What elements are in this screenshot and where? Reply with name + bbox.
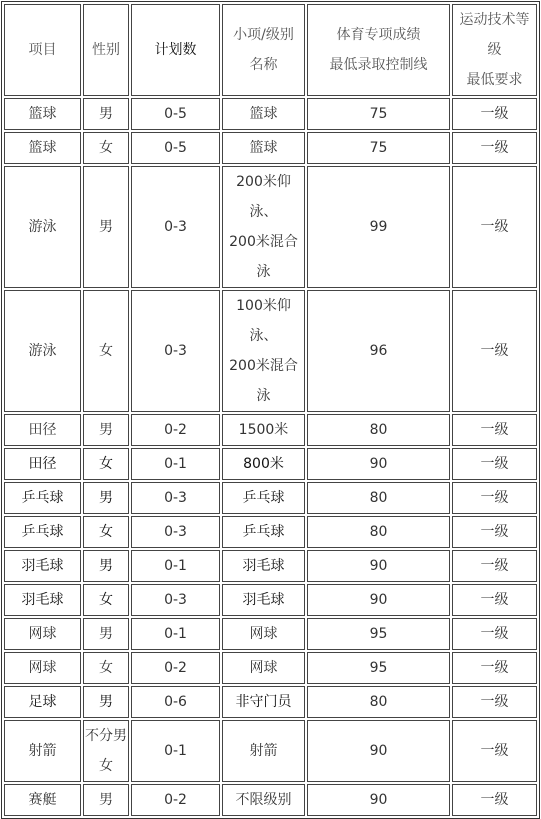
table-row (4, 720, 537, 782)
cell-score-value: 90 (369, 456, 388, 472)
cell-score-value: 99 (369, 219, 388, 235)
table-row (4, 482, 537, 514)
cell-score-value: 90 (369, 558, 388, 574)
cell-level (452, 652, 537, 684)
cell-plan-value: 0-1 (164, 626, 187, 642)
cell-sport-value: 游泳 (28, 219, 57, 235)
cell-sport (4, 448, 81, 480)
cell-level (452, 516, 537, 548)
cell-gender-value: 男 (99, 694, 113, 710)
cell-score (307, 414, 450, 446)
cell-event-line: 200米仰泳、 (236, 174, 291, 220)
cell-sport-value: 乒乓球 (21, 490, 64, 506)
cell-gender (83, 686, 129, 718)
cell-event-line: 羽毛球 (242, 592, 285, 608)
cell-score-value: 96 (369, 343, 388, 359)
table-row (4, 290, 537, 412)
table-row (4, 550, 537, 582)
cell-level-value: 一级 (480, 490, 509, 506)
cell-plan (131, 516, 220, 548)
cell-score (307, 550, 450, 582)
table-row (4, 414, 537, 446)
cell-plan-value: 0-3 (164, 524, 187, 540)
cell-sport (4, 166, 81, 288)
cell-gender-value: 男 (99, 422, 113, 438)
cell-gender-value: 男 (99, 219, 113, 235)
cell-gender (83, 166, 129, 288)
cell-sport (4, 516, 81, 548)
cell-score (307, 618, 450, 650)
cell-level (452, 166, 537, 288)
cell-sport (4, 290, 81, 412)
cell-level (452, 550, 537, 582)
header-gender-label: 性别 (92, 42, 120, 58)
cell-event (222, 132, 305, 164)
cell-score-value: 95 (369, 660, 388, 676)
cell-plan (131, 414, 220, 446)
cell-plan-value: 0-2 (164, 792, 187, 808)
table-row (4, 584, 537, 616)
cell-sport (4, 720, 81, 782)
cell-event (222, 414, 305, 446)
cell-score (307, 784, 450, 816)
cell-sport (4, 618, 81, 650)
cell-plan (131, 720, 220, 782)
cell-event-line: 网球 (249, 660, 278, 676)
header-sport (4, 4, 81, 96)
header-sport-label: 项目 (28, 42, 57, 58)
cell-sport-value: 田径 (28, 422, 57, 438)
header-event-line-1: 小项/级别 (233, 27, 294, 43)
cell-sport (4, 584, 81, 616)
header-gender (83, 4, 129, 96)
cell-plan-value: 0-1 (164, 456, 187, 472)
cell-event-line: 1500米 (238, 422, 289, 438)
cell-score (307, 516, 450, 548)
cell-event-line: 200米混合泳 (229, 358, 298, 404)
cell-plan-value: 0-5 (164, 140, 187, 156)
table-row (4, 448, 537, 480)
cell-plan-value: 0-3 (164, 592, 187, 608)
cell-score (307, 166, 450, 288)
cell-plan-value: 0-5 (164, 106, 187, 122)
table-row (4, 132, 537, 164)
cell-event-line: 羽毛球 (242, 558, 285, 574)
header-score-line-1: 体育专项成绩 (336, 27, 421, 43)
table-row (4, 166, 537, 288)
cell-score (307, 448, 450, 480)
table-row (4, 618, 537, 650)
cell-sport (4, 550, 81, 582)
cell-score (307, 290, 450, 412)
table-row (4, 98, 537, 130)
cell-sport-value: 射箭 (28, 743, 57, 759)
cell-gender (83, 784, 129, 816)
cell-plan (131, 784, 220, 816)
header-plan-label: 计划数 (154, 42, 197, 58)
cell-event-line: 网球 (249, 626, 278, 642)
cell-gender (83, 516, 129, 548)
cell-plan (131, 686, 220, 718)
table-row (4, 516, 537, 548)
cell-plan-value: 0-3 (164, 490, 187, 506)
cell-event (222, 720, 305, 782)
cell-plan-value: 0-3 (164, 343, 187, 359)
cell-level-value: 一级 (480, 660, 509, 676)
cell-gender-value: 女 (99, 140, 113, 156)
cell-plan (131, 550, 220, 582)
cell-event (222, 652, 305, 684)
cell-sport (4, 482, 81, 514)
cell-gender (83, 132, 129, 164)
cell-plan (131, 652, 220, 684)
cell-level-value: 一级 (480, 456, 509, 472)
cell-sport-value: 足球 (28, 694, 57, 710)
cell-plan (131, 618, 220, 650)
cell-level (452, 290, 537, 412)
cell-score-value: 90 (369, 792, 388, 808)
header-event (222, 4, 305, 96)
cell-plan (131, 448, 220, 480)
cell-score-value: 95 (369, 626, 388, 642)
cell-gender (83, 584, 129, 616)
cell-gender-value: 女 (99, 592, 113, 608)
cell-level-value: 一级 (480, 106, 509, 122)
cell-sport (4, 132, 81, 164)
cell-score (307, 98, 450, 130)
admission-requirements-table (1, 1, 540, 819)
cell-plan (131, 98, 220, 130)
cell-level-value: 一级 (480, 626, 509, 642)
cell-event (222, 166, 305, 288)
cell-level-value: 一级 (480, 592, 509, 608)
cell-event (222, 784, 305, 816)
table-row (4, 652, 537, 684)
cell-score (307, 720, 450, 782)
cell-level (452, 132, 537, 164)
table-row (4, 686, 537, 718)
cell-level-value: 一级 (480, 343, 509, 359)
cell-sport (4, 414, 81, 446)
cell-sport-value: 游泳 (28, 343, 57, 359)
header-level-line-1: 运动技术等级 (459, 12, 530, 58)
cell-sport (4, 652, 81, 684)
cell-sport-value: 田径 (28, 456, 57, 472)
cell-sport-value: 羽毛球 (21, 558, 64, 574)
cell-gender-value: 男 (99, 792, 113, 808)
cell-gender-value: 女 (99, 343, 113, 359)
cell-event-line: 乒乓球 (242, 524, 285, 540)
cell-event-line: 不限级别 (235, 792, 292, 808)
cell-event (222, 550, 305, 582)
cell-event-line: 篮球 (249, 106, 278, 122)
cell-gender (83, 290, 129, 412)
cell-sport-value: 网球 (28, 626, 57, 642)
cell-level-value: 一级 (480, 524, 509, 540)
cell-gender-value: 男 (99, 558, 113, 574)
cell-event (222, 584, 305, 616)
cell-event (222, 98, 305, 130)
cell-score-value: 75 (369, 106, 388, 122)
cell-score-value: 90 (369, 592, 388, 608)
cell-gender-value: 女 (99, 456, 113, 472)
cell-score-value: 80 (369, 694, 388, 710)
cell-level (452, 414, 537, 446)
header-plan (131, 4, 220, 96)
header-score (307, 4, 450, 96)
table-body (4, 4, 537, 816)
cell-gender (83, 550, 129, 582)
cell-score (307, 652, 450, 684)
cell-score-value: 90 (369, 743, 388, 759)
cell-plan (131, 290, 220, 412)
cell-gender-value: 男 (99, 106, 113, 122)
cell-sport-value: 羽毛球 (21, 592, 64, 608)
cell-gender-line: 女 (99, 758, 113, 774)
cell-gender (83, 414, 129, 446)
cell-event (222, 290, 305, 412)
cell-sport-value: 网球 (28, 660, 57, 676)
cell-level-value: 一级 (480, 422, 509, 438)
cell-event-line: 800米 (243, 456, 284, 472)
cell-level-value: 一级 (480, 792, 509, 808)
header-score-line-2: 最低录取控制线 (329, 57, 428, 73)
cell-gender-line: 不分男 (85, 728, 127, 744)
cell-event-line: 200米混合泳 (229, 234, 298, 280)
cell-score-value: 80 (369, 490, 388, 506)
cell-level-value: 一级 (480, 558, 509, 574)
cell-plan (131, 584, 220, 616)
cell-plan-value: 0-2 (164, 422, 187, 438)
cell-level (452, 482, 537, 514)
cell-level (452, 686, 537, 718)
cell-event (222, 686, 305, 718)
cell-gender-value: 女 (99, 660, 113, 676)
cell-plan (131, 132, 220, 164)
cell-level-value: 一级 (480, 743, 509, 759)
cell-plan-value: 0-6 (164, 694, 187, 710)
cell-gender (83, 720, 129, 782)
cell-plan-value: 0-1 (164, 743, 187, 759)
cell-gender-value: 女 (99, 524, 113, 540)
cell-level (452, 98, 537, 130)
cell-gender (83, 618, 129, 650)
cell-event-line: 100米仰泳、 (236, 298, 291, 344)
cell-gender-value: 男 (99, 490, 113, 506)
cell-sport (4, 98, 81, 130)
cell-event (222, 618, 305, 650)
header-event-line-2: 名称 (249, 57, 278, 73)
cell-event-line: 非守门员 (235, 694, 292, 710)
cell-sport-value: 篮球 (28, 140, 57, 156)
table-row (4, 784, 537, 816)
cell-gender (83, 482, 129, 514)
cell-sport-value: 赛艇 (28, 792, 57, 808)
cell-level (452, 584, 537, 616)
cell-plan-value: 0-3 (164, 219, 187, 235)
cell-gender (83, 652, 129, 684)
cell-event (222, 482, 305, 514)
cell-score (307, 132, 450, 164)
cell-event-line: 篮球 (249, 140, 278, 156)
cell-sport (4, 784, 81, 816)
cell-level (452, 618, 537, 650)
cell-gender (83, 448, 129, 480)
cell-gender (83, 98, 129, 130)
cell-sport-value: 篮球 (28, 106, 57, 122)
cell-event-line: 射箭 (249, 743, 278, 759)
cell-sport-value: 乒乓球 (21, 524, 64, 540)
cell-event-line: 乒乓球 (242, 490, 285, 506)
cell-event (222, 448, 305, 480)
cell-level-value: 一级 (480, 140, 509, 156)
header-level (452, 4, 537, 96)
header-level-line-2: 最低要求 (466, 72, 523, 88)
cell-level-value: 一级 (480, 694, 509, 710)
cell-score-value: 80 (369, 422, 388, 438)
header-row (4, 4, 537, 96)
cell-level (452, 448, 537, 480)
cell-level-value: 一级 (480, 219, 509, 235)
cell-plan (131, 482, 220, 514)
cell-event (222, 516, 305, 548)
cell-plan-value: 0-1 (164, 558, 187, 574)
cell-score (307, 584, 450, 616)
cell-level (452, 720, 537, 782)
cell-score-value: 75 (369, 140, 388, 156)
cell-sport (4, 686, 81, 718)
cell-score-value: 80 (369, 524, 388, 540)
cell-plan (131, 166, 220, 288)
cell-score (307, 482, 450, 514)
cell-plan-value: 0-2 (164, 660, 187, 676)
cell-level (452, 784, 537, 816)
cell-score (307, 686, 450, 718)
cell-gender-value: 男 (99, 626, 113, 642)
